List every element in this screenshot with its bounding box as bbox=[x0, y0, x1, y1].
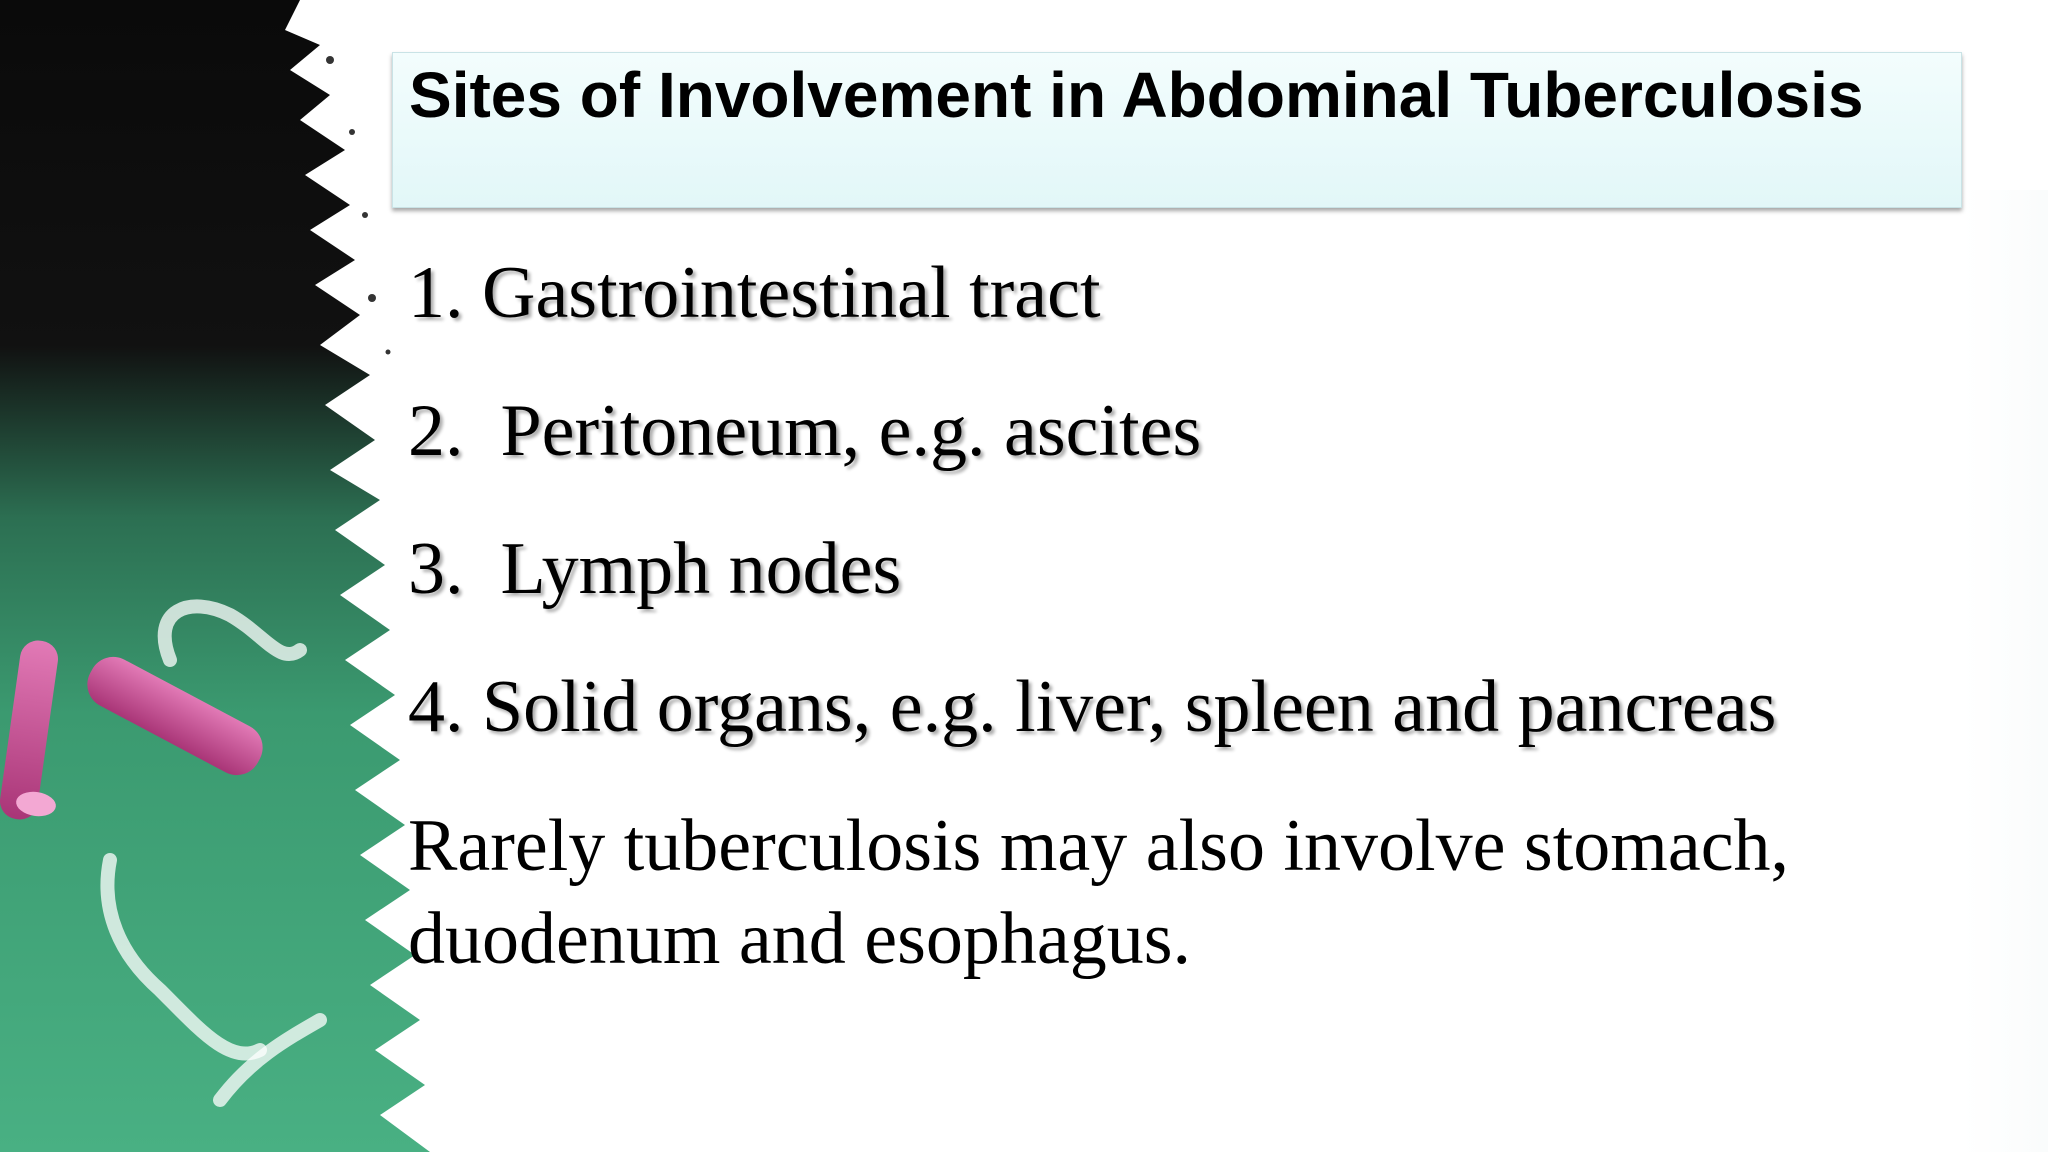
board-shape bbox=[0, 0, 430, 1152]
rare-sites-note: Rarely tuberculosis may also involve stomach, duodenum and esophagus. bbox=[408, 805, 1790, 980]
title-box bbox=[392, 52, 1962, 208]
slide-title: Sites of Involvement in Abdominal Tuberculosis bbox=[409, 59, 1864, 131]
list-item-solid-organs: 4. Solid organs, e.g. liver, spleen and pancreas bbox=[408, 666, 1777, 748]
edge-panel bbox=[1962, 190, 2048, 1152]
list-item-peritoneum: 2. Peritoneum, e.g. ascites bbox=[408, 390, 1202, 472]
list-item-lymph-nodes: 3. Lymph nodes bbox=[408, 528, 902, 610]
list-item-gi-tract: 1. Gastrointestinal tract bbox=[408, 252, 1101, 334]
